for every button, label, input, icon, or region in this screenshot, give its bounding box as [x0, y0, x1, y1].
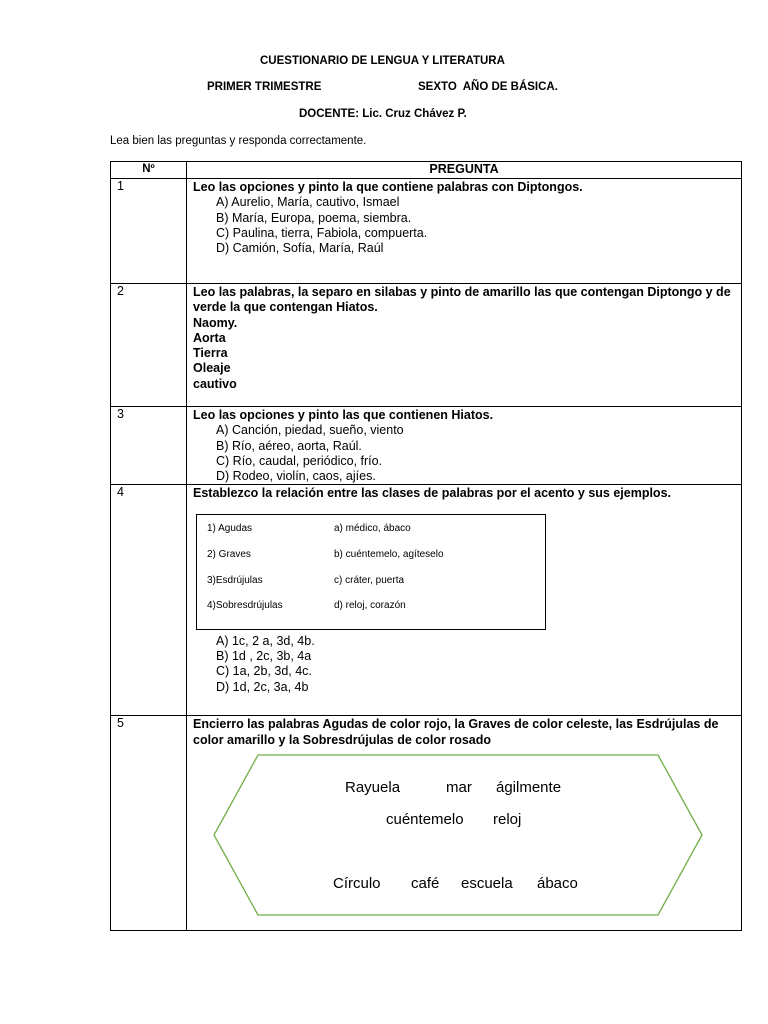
question-prompt: Leo las opciones y pinto la que contiene palabras con Diptongos.: [193, 180, 583, 194]
word-item: Naomy.: [193, 315, 238, 330]
match-left-item: 4)Sobresdrújulas: [207, 599, 283, 611]
questions-table: [110, 161, 742, 931]
question-cell: [187, 284, 742, 407]
word-hexagon: [193, 748, 737, 928]
option: C) Paulina, tierra, Fabiola, compuerta.: [216, 225, 428, 240]
question-cell: [187, 407, 742, 485]
question-prompt: Leo las opciones y pinto las que contienen Hiatos.: [193, 408, 494, 422]
column-header-question: PREGUNTA: [187, 162, 742, 179]
question-prompt: Establezco la relación entre las clases de palabras por el acento y sus ejemplos.: [193, 486, 671, 501]
question-row-1: [111, 179, 742, 284]
trimester-label: PRIMER TRIMESTRE: [207, 81, 322, 93]
hex-word: cuéntemelo: [386, 811, 464, 829]
question-row-3: [111, 407, 742, 485]
match-right-item: b) cuéntemelo, agíteselo: [334, 548, 444, 560]
question-cell: [187, 485, 742, 716]
column-header-number: Nº: [111, 162, 187, 179]
word-item: Oleaje: [193, 361, 231, 376]
option: D) Rodeo, violín, caos, ajíes.: [216, 469, 376, 484]
matching-box: [196, 514, 546, 630]
question-prompt: Leo las palabras, la separo en silabas y pinto de amarillo las que contengan Diptongo y de verde la que contengan Hiatos.: [193, 285, 731, 315]
hex-word: café: [411, 875, 440, 893]
question-number: 4: [111, 485, 187, 716]
hex-word: mar: [446, 779, 472, 797]
option: B) María, Europa, poema, siembra.: [216, 210, 412, 225]
option: C) Río, caudal, periódico, frío.: [216, 453, 383, 468]
option: D) 1d, 2c, 3a, 4b: [216, 679, 309, 694]
question-number: 2: [111, 284, 187, 407]
document-title: CUESTIONARIO DE LENGUA Y LITERATURA: [260, 55, 505, 67]
option: D) Camión, Sofía, María, Raúl: [216, 241, 384, 256]
option: B) 1d , 2c, 3b, 4a: [216, 649, 312, 664]
question-row-5: [111, 716, 742, 931]
word-item: cautivo: [193, 376, 237, 391]
option: A) Canción, piedad, sueño, viento: [216, 423, 404, 438]
hex-word: escuela: [461, 875, 513, 893]
hex-word: Círculo: [333, 875, 381, 893]
hex-word: ábaco: [537, 875, 578, 893]
option: B) Río, aéreo, aorta, Raúl.: [216, 438, 362, 453]
match-left-item: 1) Agudas: [207, 522, 253, 534]
question-cell: [187, 179, 742, 284]
hex-word: ágilmente: [496, 779, 562, 797]
match-left-item: 2) Graves: [207, 548, 251, 560]
match-left-item: 3)Esdrújulas: [207, 574, 263, 586]
option: C) 1a, 2b, 3d, 4c.: [216, 664, 312, 679]
word-item: Tierra: [193, 346, 228, 361]
question-row-4: [111, 485, 742, 716]
instructions: Lea bien las preguntas y responda correctamente.: [110, 135, 367, 147]
match-right-item: c) cráter, puerta: [334, 574, 405, 586]
match-right-item: d) reloj, corazón: [334, 599, 406, 611]
table-header-row: [111, 162, 742, 179]
question-row-2: [111, 284, 742, 407]
hex-word: reloj: [493, 811, 522, 829]
teacher-label: DOCENTE: Lic. Cruz Chávez P.: [299, 108, 467, 120]
question-number: 1: [111, 179, 187, 284]
grade-label: SEXTO AÑO DE BÁSICA.: [418, 81, 558, 93]
hex-word: Rayuela: [345, 779, 401, 797]
question-number: 3: [111, 407, 187, 485]
option: A) 1c, 2 a, 3d, 4b.: [216, 633, 315, 648]
match-right-item: a) médico, ábaco: [334, 522, 411, 534]
option: A) Aurelio, María, cautivo, Ismael: [216, 195, 400, 210]
question-cell: [187, 716, 742, 931]
question-number: 5: [111, 716, 187, 931]
word-item: Aorta: [193, 330, 226, 345]
question-prompt: Encierro las palabras Agudas de color rojo, la Graves de color celeste, las Esdrújulas de color amarillo y la Sobresdrújulas de color rosado: [193, 717, 719, 747]
